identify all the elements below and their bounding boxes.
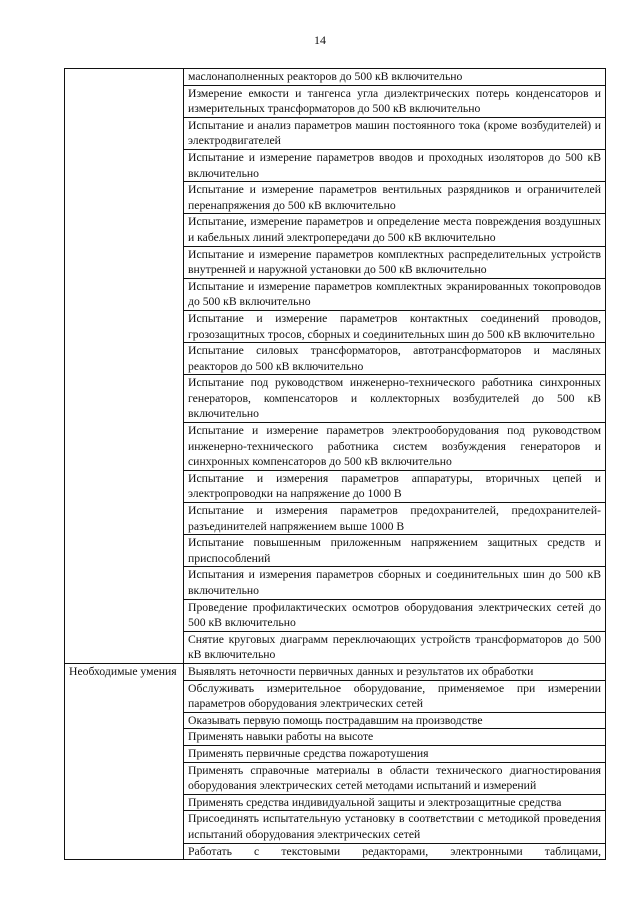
table-cell: Проведение профилактических осмотров оборудования электрических сетей до 500 кВ включительно xyxy=(184,599,606,631)
table-cell: Испытание и измерения параметров аппаратуры, вторичных цепей и электропроводки на напряжение до 1000 В xyxy=(184,470,606,502)
page-number: 14 xyxy=(314,33,326,47)
table-cell: Испытание и измерения параметров предохранителей, предохранителей-разъединителей напряжением выше 1000 В xyxy=(184,503,606,535)
table-cell: Испытание и измерение параметров комплектных экранированных токопроводов до 500 кВ включительно xyxy=(184,278,606,310)
table-cell: Испытание и измерение параметров вводов и проходных изоляторов до 500 кВ включительно xyxy=(184,149,606,181)
table-cell: Измерение емкости и тангенса угла диэлектрических потерь конденсаторов и измерительных трансформаторов до 500 кВ включительно xyxy=(184,85,606,117)
table-cell: Оказывать первую помощь пострадавшим на производстве xyxy=(184,712,606,729)
table-cell: Испытание, измерение параметров и определение места повреждения воздушных и кабельных линий электропередачи до 500 кВ включительно xyxy=(184,214,606,246)
table-row xyxy=(65,69,606,86)
table-cell: Испытание и измерение параметров комплектных распределительных устройств внутренней и наружной установки до 500 кВ включительно xyxy=(184,246,606,278)
table-cell: Снятие круговых диаграмм переключающих устройств трансформаторов до 500 кВ включительно xyxy=(184,631,606,663)
table-cell: Испытание и измерение параметров электрооборудования под руководством инженерно-технического работника систем возбуждения генераторов и синхронных компенсаторов до 500 кВ включительно xyxy=(184,423,606,471)
table-cell: Работать с текстовыми редакторами, электронными таблицами, xyxy=(184,843,606,860)
table-cell: Применять справочные материалы в области технического диагностирования оборудования электрических сетей методами испытаний и измерений xyxy=(184,762,606,794)
competency-table xyxy=(64,68,606,860)
table-cell: Испытания и измерения параметров сборных и соединительных шин до 500 кВ включительно xyxy=(184,567,606,599)
table-cell: Применять навыки работы на высоте xyxy=(184,729,606,746)
skills-label: Необходимые умения xyxy=(65,663,184,859)
table-cell: Применять первичные средства пожаротушения xyxy=(184,745,606,762)
table-body xyxy=(65,69,606,860)
table-cell: Присоединять испытательную установку в соответствии с методикой проведения испытаний оборудования электрических сетей xyxy=(184,811,606,843)
table-cell: маслонаполненных реакторов до 500 кВ включительно xyxy=(184,69,606,86)
table-cell: Обслуживать измерительное оборудование, применяемое при измерении параметров оборудования электрических сетей xyxy=(184,680,606,712)
table-cell: Испытание повышенным приложенным напряжением защитных средств и приспособлений xyxy=(184,535,606,567)
table-cell: Испытание силовых трансформаторов, автотрансформаторов и масляных реакторов до 500 кВ включительно xyxy=(184,343,606,375)
empty-label-cell xyxy=(65,69,184,664)
table-cell: Испытание и измерение параметров контактных соединений проводов, грозозащитных тросов, сборных и соединительных шин до 500 кВ включительно xyxy=(184,310,606,342)
table-cell: Испытание под руководством инженерно-технического работника синхронных генераторов, компенсаторов и коллекторных возбудителей до 500 кВ включительно xyxy=(184,375,606,423)
table-cell: Выявлять неточности первичных данных и результатов их обработки xyxy=(184,663,606,680)
table-cell: Испытание и измерение параметров вентильных разрядников и ограничителей перенапряжения до 500 кВ включительно xyxy=(184,182,606,214)
table-cell: Испытание и анализ параметров машин постоянного тока (кроме возбудителей) и электродвигателей xyxy=(184,117,606,149)
table-row xyxy=(65,663,606,680)
table-cell: Применять средства индивидуальной защиты и электрозащитные средства xyxy=(184,794,606,811)
